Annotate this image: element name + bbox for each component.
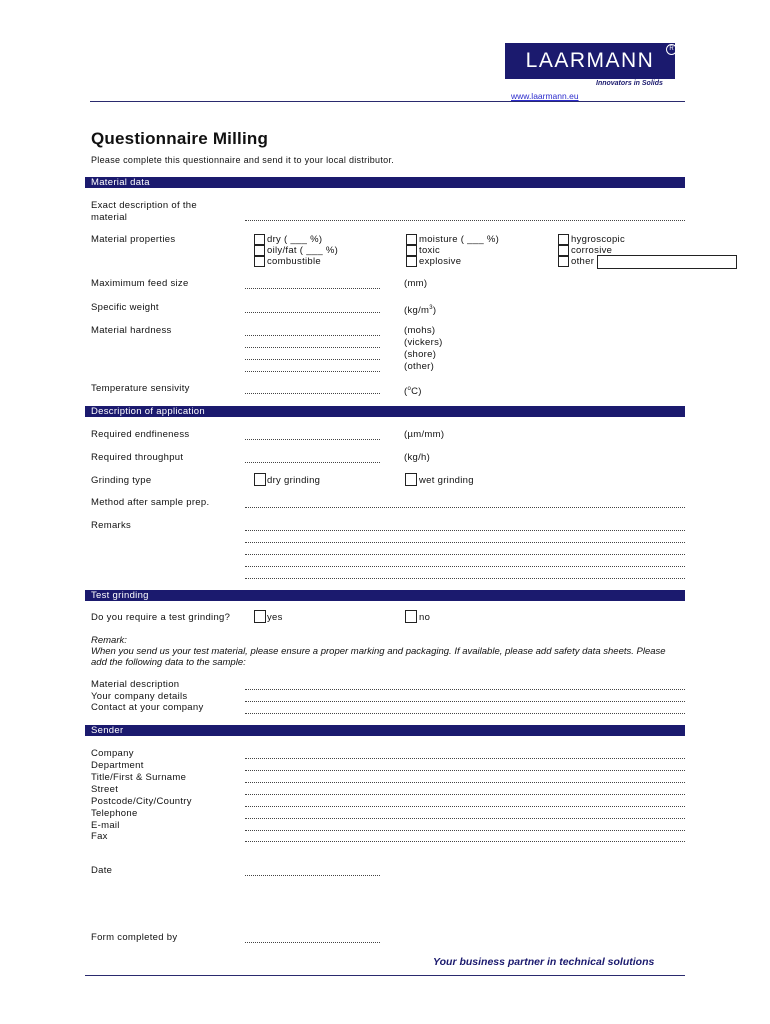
laarmann-logo: LAARMANN <box>505 43 675 79</box>
remarks-line-3[interactable] <box>245 554 685 555</box>
max-feed-field[interactable] <box>245 288 380 289</box>
page-title: Questionnaire Milling <box>91 129 269 148</box>
throughput-field[interactable] <box>245 462 380 463</box>
oily-checkbox[interactable] <box>254 245 265 256</box>
combustible-option: combustible <box>267 256 321 267</box>
unit-close: ) <box>432 305 437 317</box>
oily-option: oily/fat ( ___ %) <box>267 245 339 256</box>
hardness-unit-vickers: (vickers) <box>404 337 443 348</box>
remarks-line-1[interactable] <box>245 530 685 531</box>
hardness-unit-shore: (shore) <box>404 349 437 360</box>
wet-grinding-checkbox[interactable] <box>405 473 417 486</box>
test-question-label: Do you require a test grinding? <box>91 612 231 623</box>
method-field[interactable] <box>245 507 685 508</box>
exact-description-field[interactable] <box>245 220 685 221</box>
specific-weight-field[interactable] <box>245 312 380 313</box>
sender-postcode-label: Postcode/City/Country <box>91 796 192 807</box>
temperature-field[interactable] <box>245 393 380 394</box>
method-label: Method after sample prep. <box>91 497 210 508</box>
moisture-option: moisture ( ___ %) <box>419 234 500 245</box>
section-title: Test grinding <box>91 590 149 601</box>
hygroscopic-option: hygroscopic <box>571 234 625 245</box>
dry-option: dry ( ___ %) <box>267 234 323 245</box>
page-subtitle: Please complete this questionnaire and send it to your local distributor. <box>91 155 395 165</box>
remarks-label: Remarks <box>91 520 132 531</box>
sender-postcode-field[interactable] <box>245 806 685 807</box>
remark-text: When you send us your test material, please ensure a proper marking and packaging. If available, please add safety data sheets. Please add the following data to the sample: <box>91 646 666 668</box>
sample-item-contact: Contact at your company <box>91 702 204 713</box>
moisture-checkbox[interactable] <box>406 234 417 245</box>
section-application <box>85 406 685 417</box>
footer-slogan: Your business partner in technical solutions <box>433 956 655 968</box>
max-feed-unit: (mm) <box>404 278 428 289</box>
remark-title: Remark: <box>91 635 127 646</box>
sender-name-field[interactable] <box>245 782 685 783</box>
section-title: Sender <box>91 725 124 736</box>
footer-divider <box>85 975 685 976</box>
sample-contact-field[interactable] <box>245 713 685 714</box>
specific-weight-label: Specific weight <box>91 302 159 313</box>
degree-superscript: o <box>407 386 412 392</box>
wet-grinding-option: wet grinding <box>419 475 474 486</box>
temperature-unit <box>404 383 422 398</box>
sample-material-field[interactable] <box>245 689 685 690</box>
dry-grinding-checkbox[interactable] <box>254 473 266 486</box>
dry-checkbox[interactable] <box>254 234 265 245</box>
specific-weight-unit <box>404 302 436 317</box>
explosive-option: explosive <box>419 256 462 267</box>
sender-department-label: Department <box>91 760 144 771</box>
exact-description-label: Exact description of the material <box>91 200 197 223</box>
unit-superscript: 3 <box>429 305 433 311</box>
section-material-data <box>85 177 685 188</box>
hygroscopic-checkbox[interactable] <box>558 234 569 245</box>
sender-email-field[interactable] <box>245 830 685 831</box>
sample-company-field[interactable] <box>245 701 685 702</box>
sender-street-label: Street <box>91 784 119 795</box>
test-remark <box>91 635 681 668</box>
sender-telephone-field[interactable] <box>245 818 685 819</box>
section-sender <box>85 725 685 736</box>
other-option: other <box>571 256 595 267</box>
logo-tagline: Innovators in Solids <box>596 80 663 87</box>
unit-text: (kg/m <box>404 305 430 317</box>
fineness-unit: (µm/mm) <box>404 429 445 440</box>
date-field[interactable] <box>245 875 380 876</box>
sample-item-company: Your company details <box>91 691 188 702</box>
grinding-type-label: Grinding type <box>91 475 152 486</box>
corrosive-checkbox[interactable] <box>558 245 569 256</box>
toxic-option: toxic <box>419 245 441 256</box>
toxic-checkbox[interactable] <box>406 245 417 256</box>
sender-company-field[interactable] <box>245 758 685 759</box>
yes-checkbox[interactable] <box>254 610 266 623</box>
remarks-line-2[interactable] <box>245 542 685 543</box>
corrosive-option: corrosive <box>571 245 613 256</box>
material-properties-label: Material properties <box>91 234 176 245</box>
hardness-shore-field[interactable] <box>245 359 380 360</box>
throughput-label: Required throughput <box>91 452 184 463</box>
unit-close: C) <box>411 386 422 398</box>
date-label: Date <box>91 865 113 876</box>
sample-item-material: Material description <box>91 679 180 690</box>
registered-mark-icon: R <box>666 44 677 55</box>
remarks-line-5[interactable] <box>245 578 685 579</box>
sender-fax-field[interactable] <box>245 841 685 842</box>
sender-fax-label: Fax <box>91 831 108 842</box>
max-feed-label: Maximimum feed size <box>91 278 189 289</box>
hardness-other-field[interactable] <box>245 371 380 372</box>
hardness-vickers-field[interactable] <box>245 347 380 348</box>
dry-grinding-option: dry grinding <box>267 475 321 486</box>
sender-name-label: Title/First & Surname <box>91 772 187 783</box>
throughput-unit: (kg/h) <box>404 452 431 463</box>
website-link[interactable]: www.laarmann.eu <box>511 91 579 101</box>
sender-email-label: E-mail <box>91 820 120 831</box>
combustible-checkbox[interactable] <box>254 256 265 267</box>
hardness-mohs-field[interactable] <box>245 335 380 336</box>
remarks-line-4[interactable] <box>245 566 685 567</box>
hardness-unit-mohs: (mohs) <box>404 325 436 336</box>
sender-street-field[interactable] <box>245 794 685 795</box>
section-test-grinding <box>85 590 685 601</box>
hardness-label: Material hardness <box>91 325 172 336</box>
yes-option: yes <box>267 612 283 623</box>
sender-telephone-label: Telephone <box>91 808 138 819</box>
explosive-checkbox[interactable] <box>406 256 417 267</box>
fineness-label: Required endfineness <box>91 429 190 440</box>
section-title: Description of application <box>91 406 205 417</box>
sender-department-field[interactable] <box>245 770 685 771</box>
other-checkbox[interactable] <box>558 256 569 267</box>
sender-company-label: Company <box>91 748 134 759</box>
completed-by-field[interactable] <box>245 942 380 943</box>
completed-by-label: Form completed by <box>91 932 178 943</box>
unit-open: ( <box>404 386 408 398</box>
temperature-label: Temperature sensivity <box>91 383 190 394</box>
no-option: no <box>419 612 431 623</box>
section-title: Material data <box>91 177 150 188</box>
header-divider <box>90 101 685 102</box>
no-checkbox[interactable] <box>405 610 417 623</box>
hardness-unit-other: (other) <box>404 361 435 372</box>
fineness-field[interactable] <box>245 439 380 440</box>
other-input[interactable] <box>597 255 737 269</box>
